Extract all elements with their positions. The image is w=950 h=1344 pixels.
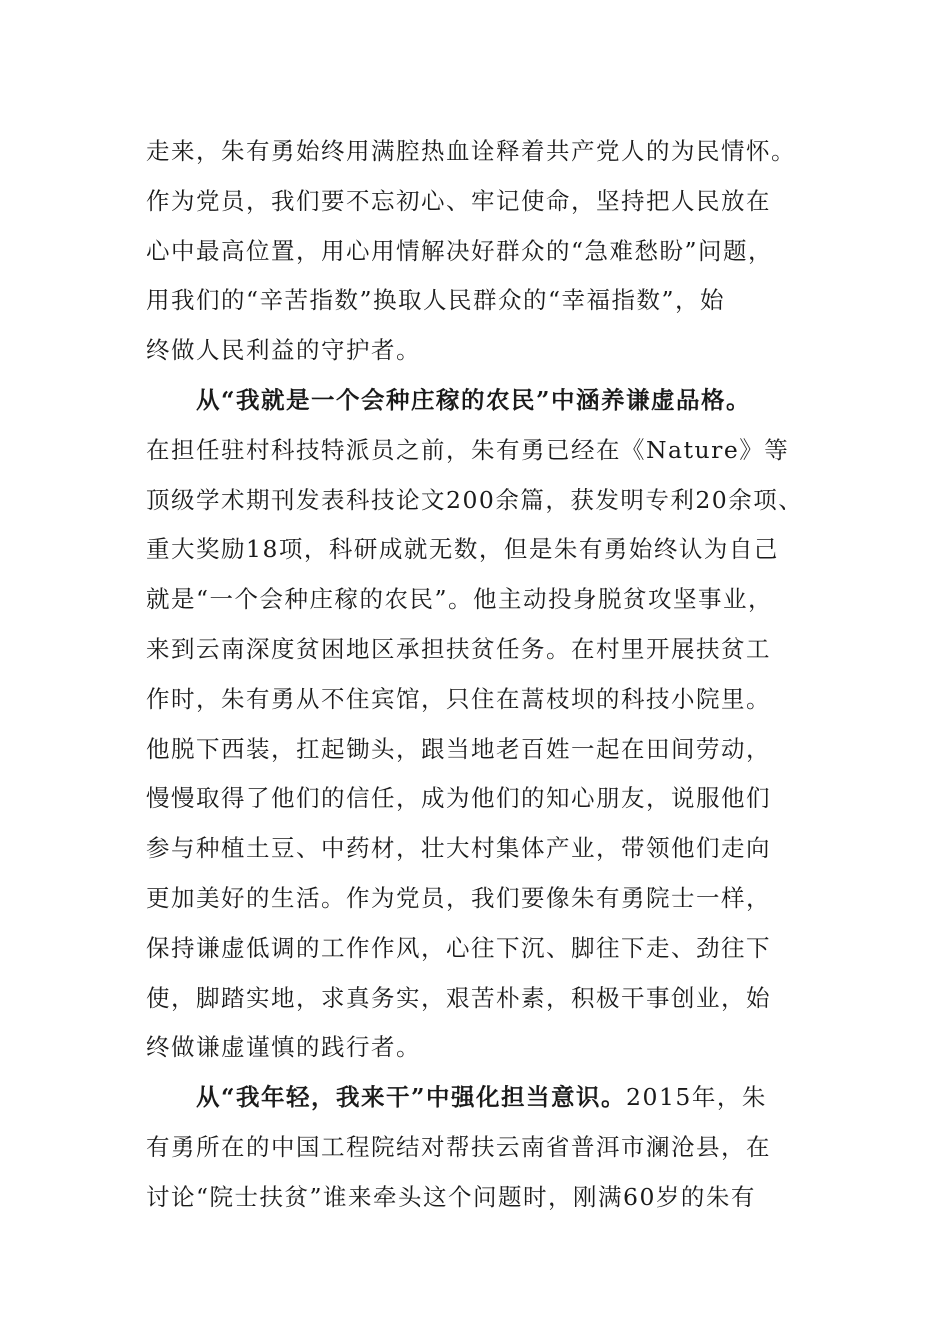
paragraph-2-line-12: 使，脚踏实地，求真务实，艰苦朴素，积极干事创业，始	[146, 983, 771, 1012]
paragraph-2-line-1: 在担任驻村科技特派员之前，朱有勇已经在《Nature》等	[146, 435, 790, 464]
paragraph-2-line-6: 作时，朱有勇从不住宾馆，只住在蒿枝坝的科技小院里。	[146, 684, 771, 713]
paragraph-1-line-2: 作为党员，我们要不忘初心、牢记使命，坚持把人民放在	[146, 186, 771, 215]
paragraph-3-first-line-text: 2015年，朱	[626, 1083, 767, 1112]
paragraph-1-line-5: 终做人民利益的守护者。	[146, 336, 421, 365]
paragraph-1-line-3: 心中最高位置，用心用情解决好群众的“急难愁盼”问题，	[146, 236, 774, 265]
paragraph-3-first-line	[146, 1073, 826, 1123]
paragraph-2-line-11: 保持谦虚低调的工作作风，心往下沉、脚往下走、劲往下	[146, 933, 771, 962]
paragraph-3-line-3: 讨论“院士扶贫”谁来牵头这个问题时，刚满60岁的朱有	[146, 1182, 756, 1211]
paragraph-2-heading: 从“我就是一个会种庄稼的农民”中涵养谦虚品格。	[196, 385, 752, 414]
paragraph-3-line-2: 有勇所在的中国工程院结对帮扶云南省普洱市澜沧县，在	[146, 1132, 771, 1161]
paragraph-2-line-9: 参与种植土豆、中药材，壮大村集体产业，带领他们走向	[146, 834, 771, 863]
paragraph-2-line-8: 慢慢取得了他们的信任，成为他们的知心朋友，说服他们	[146, 784, 771, 813]
paragraph-2-line-5: 来到云南深度贫困地区承担扶贫任务。在村里开展扶贫工	[146, 634, 771, 663]
paragraph-1-line-4: 用我们的“辛苦指数”换取人民群众的“幸福指数”，始	[146, 286, 726, 315]
paragraph-1-line-1: 走来，朱有勇始终用满腔热血诠释着共产党人的为民情怀。	[146, 137, 796, 165]
paragraph-2-line-3: 重大奖励18项，科研成就无数，但是朱有勇始终认为自己	[146, 535, 779, 564]
paragraph-2-line-13: 终做谦虚谨慎的践行者。	[146, 1033, 421, 1062]
document-body	[146, 127, 826, 1223]
paragraph-2-line-10: 更加美好的生活。作为党员，我们要像朱有勇院士一样，	[146, 883, 771, 912]
paragraph-2-line-2: 顶级学术期刊发表科技论文200余篇，获发明专利20余项、	[146, 485, 804, 514]
paragraph-2-line-4: 就是“一个会种庄稼的农民”。他主动投身脱贫攻坚事业，	[146, 585, 774, 614]
paragraph-2-line-7: 他脱下西装，扛起锄头，跟当地老百姓一起在田间劳动，	[146, 734, 771, 763]
paragraph-3-heading: 从“我年轻，我来干”中强化担当意识。	[196, 1083, 627, 1112]
